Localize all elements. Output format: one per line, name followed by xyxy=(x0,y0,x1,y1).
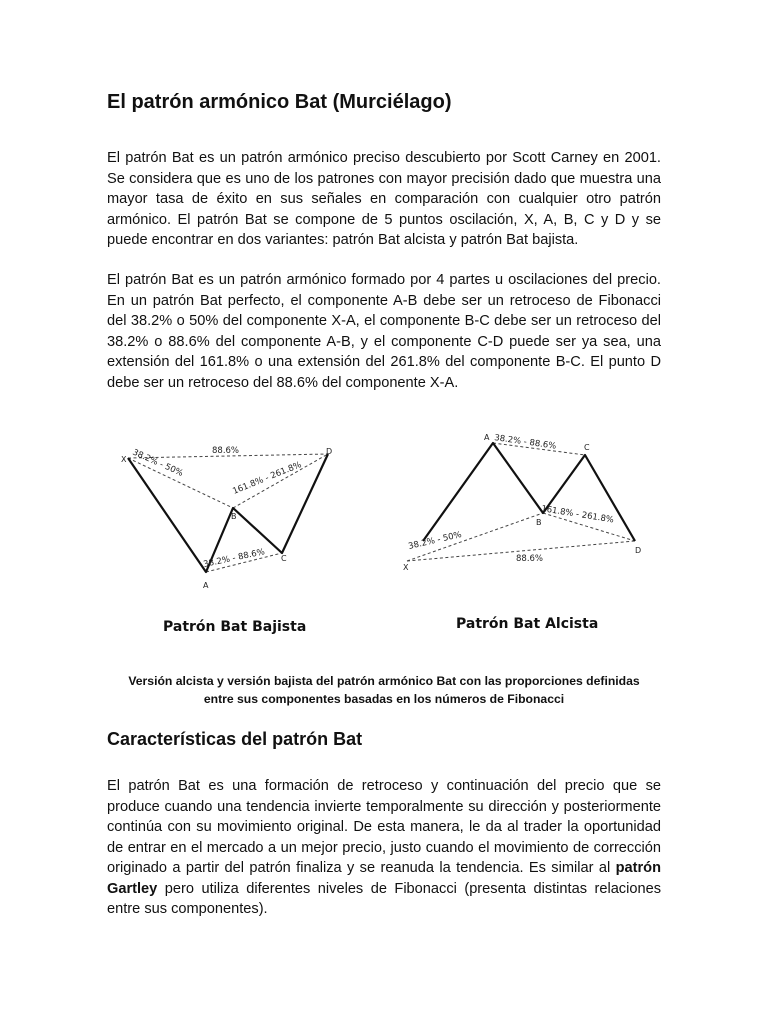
bullish-ratio-xb: 38.2% - 50% xyxy=(407,529,463,552)
bullish-ratio-bd: 161.8% - 261.8% xyxy=(540,504,615,526)
bearish-point-x: X xyxy=(121,455,127,464)
bearish-point-c: C xyxy=(281,554,287,563)
bearish-point-d: D xyxy=(326,447,333,456)
characteristics-text-after: pero utiliza diferentes niveles de Fibonacci (presenta distintas relaciones entre sus componentes). xyxy=(107,880,661,917)
section-title: Características del patrón Bat xyxy=(107,729,363,749)
characteristics-text-before: El patrón Bat es una formación de retroceso y continuación del precio que se produce cuando una tendencia invierte temporalmente su dirección y posteriormente continúa con su movimiento original. De esta manera, le da al trader la oportunidad de entrar en el mercado a un mejor precio, justo cuando el movimiento de corrección originado a partir del patrón finaliza y se reanuda la tendencia. Es similar al xyxy=(107,778,661,876)
characteristics-paragraph xyxy=(107,776,661,920)
page-title: El patrón armónico Bat (Murciélago) xyxy=(107,91,452,113)
bearish-ratio-ac: 38.2% - 88.6% xyxy=(202,547,266,570)
bullish-bat-diagram xyxy=(403,433,641,632)
bearish-xb-dashed-line xyxy=(128,458,233,508)
figure-caption-line-2: entre sus componentes basadas en los números de Fibonacci xyxy=(203,692,565,706)
bearish-point-b: B xyxy=(231,512,237,521)
bearish-ratio-xb: 38.2% - 50% xyxy=(130,447,185,479)
bullish-point-b: B xyxy=(536,518,542,527)
bullish-diagram-title: Patrón Bat Alcista xyxy=(456,616,599,632)
bearish-ratio-bd: 161.8% - 261.8% xyxy=(231,460,304,497)
bearish-bat-diagram xyxy=(121,446,332,635)
fibonacci-paragraph: El patrón Bat es un patrón armónico formado por 4 partes u oscilaciones del precio. En un patrón Bat perfecto, el componente A-B debe ser un retroceso de Fibonacci del 38.2% o 50% del componente X-A, el componente B-C debe ser un retroceso del 38.2% o 88.6% del componente A-B, y el componente C-D puede ser ya sea, una extensión del 161.8% o una extensión del 261.8% del componente B-C. El punto D debe ser un retroceso del 88.6% del componente X-A. xyxy=(107,272,661,391)
gartley-pattern-term: patrón Gartley xyxy=(107,860,661,897)
bat-pattern-figure xyxy=(110,420,670,650)
bullish-ratio-ac: 38.2% - 88.6% xyxy=(493,433,557,452)
bearish-ratio-xd: 88.6% xyxy=(212,446,240,456)
bullish-point-c: C xyxy=(584,443,590,452)
bat-pattern-diagrams xyxy=(110,420,670,650)
intro-paragraph: El patrón Bat es un patrón armónico preciso descubierto por Scott Carney en 2001. Se considera que es uno de los patrones con mayor precisión dado que muestra una mayor tasa de éxito en sus señales en comparación con cualquier otro patrón armónico. El patrón Bat se compone de 5 puntos oscilación, X, A, B, C y D y se puede encontrar en dos variantes: patrón Bat alcista y patrón Bat bajista. xyxy=(107,150,661,248)
bullish-ratio-xd: 88.6% xyxy=(516,554,544,564)
bullish-point-d: D xyxy=(635,546,642,555)
bullish-point-x: X xyxy=(403,563,409,572)
bearish-diagram-title: Patrón Bat Bajista xyxy=(163,619,307,635)
figure-caption xyxy=(107,672,661,708)
figure-caption-line-1: Versión alcista y versión bajista del patrón armónico Bat con las proporciones definidas xyxy=(128,674,640,688)
bullish-point-a: A xyxy=(484,433,490,442)
bearish-point-a: A xyxy=(203,581,209,590)
bullish-price-legs xyxy=(423,443,635,541)
